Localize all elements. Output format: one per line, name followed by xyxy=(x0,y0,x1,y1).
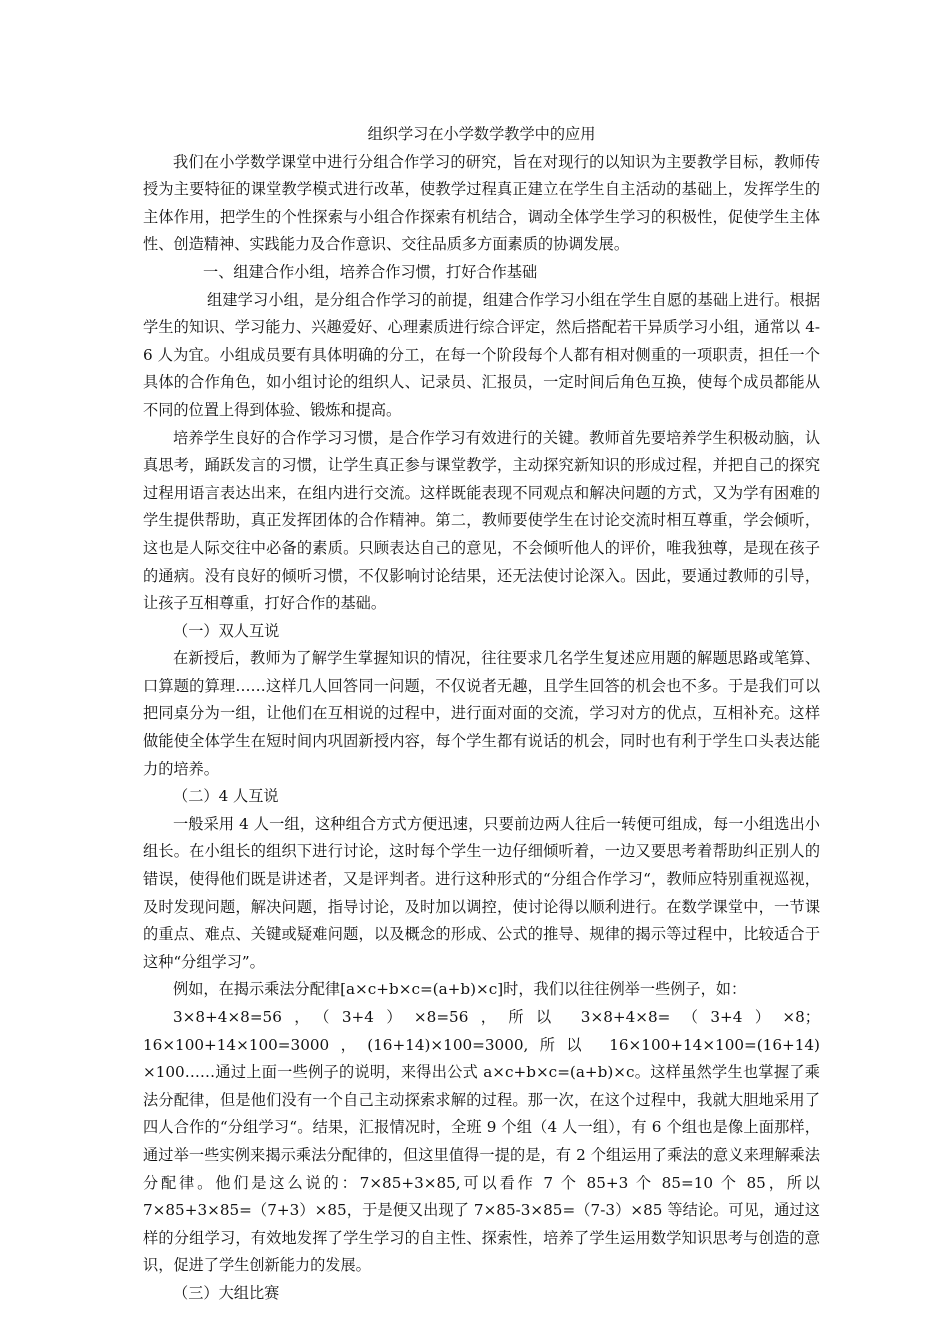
example-detail-paragraph: 3×8+4×8=56，（3+4）×8=56，所以 3×8+4×8=（3+4）×8；16×100+14×100=3000，(16+14)×100=3000,所以 16×100+14×100=(16+14) ×100……通过上面一些例子的说明，来得出公式 a×c+b×c=(a+b)×c。这样虽然学生也掌握了乘法分配律，但是他们没有一个自己主动探索求解的过程。那一次，在这个过程中，我就大胆地采用了四人合作的“分组学习“。结果，汇报情况时，全班 9 个组（4 人一组），有 6 个组也是像上面那样，通过举一些实例来揭示乘法分配律的，但这里值得一提的是，有 2 个组运用了乘法的意义来理解乘法分配律。他们是这么说的：7×85+3×85,可以看作 7 个 85+3 个 85=10 个 85，所以 7×85+3×85=（7+3）×85，于是便又出现了 7×85-3×85=（7-3）×85 等结论。可见，通过这样的分组学习，有效地发挥了学生学习的自主性、探索性，培养了学生运用数学知识思考与创造的意识，促进了学生创新能力的发展。 xyxy=(143,1008,820,1275)
habits-paragraph: 培养学生良好的合作学习习惯，是合作学习有效进行的关键。教师首先要培养学生积极动脑，认真思考，踊跃发言的习惯，让学生真正参与课堂教学，主动探究新知识的形成过程，并把自己的探究过程用语言表达出来，在组内进行交流。这样既能表现不同观点和解决问题的方式，又为学有困难的学生提供帮助，真正发挥团体的合作精神。第二，教师要使学生在讨论交流时相互尊重，学会倾听，这也是人际交往中必备的素质。只顾表达自己的意见，不会倾听他人的评价，唯我独尊，是现在孩子的通病。没有良好的倾听习惯，不仅影响讨论结果，还无法使讨论深入。因此，要通过教师的引导，让孩子互相尊重，打好合作的基础。 xyxy=(143,428,820,613)
subheading-pair-talk: （一）双人互说 xyxy=(173,621,280,640)
subheading-four-person-talk: （二）4 人互说 xyxy=(173,787,279,806)
pair-talk-paragraph: 在新授后，教师为了解学生掌握知识的情况，往往要求几名学生复述应用题的解题思路或笔算、口算题的算理……这样几人回答同一问题，不仅说者无趣，且学生回答的机会也不多。于是我们可以把同桌分为一组，让他们在互相说的过程中，进行面对面的交流，学习对方的优点，互相补充。这样做能使全体学生在短时间内巩固新授内容，每个学生都有说话的机会，同时也有利于学生口头表达能力的培养。 xyxy=(143,649,820,778)
document-page xyxy=(143,121,820,1308)
intro-paragraph: 我们在小学数学课堂中进行分组合作学习的研究，旨在对现行的以知识为主要教学目标，教师传授为主要特征的课堂教学模式进行改革，使教学过程真正建立在学生自主活动的基础上，发挥学生的主体作用，把学生的个性探索与小组合作探索有机结合，调动全体学生学习的积极性，促使学生主体性、创造精神、实践能力及合作意识、交往品质多方面素质的协调发展。 xyxy=(143,152,820,254)
document-title: 组织学习在小学数学教学中的应用 xyxy=(367,125,596,143)
section-heading-1: 一、组建合作小组，培养合作习惯，打好合作基础 xyxy=(203,262,538,281)
example-intro-paragraph: 例如，在揭示乘法分配律[a×c+b×c=(a+b)×c]时，我们以往往例举一些例子，如： xyxy=(173,980,747,999)
subheading-group-competition: （三）大组比赛 xyxy=(173,1283,280,1302)
group-formation-paragraph: 组建学习小组，是分组合作学习的前提，组建合作学习小组在学生自愿的基础上进行。根据学生的知识、学习能力、兴趣爱好、心理素质进行综合评定，然后搭配若干异质学习小组，通常以 4-6 人为宜。小组成员要有具体明确的分工，在每一个阶段每个人都有相对侧重的一项职责，担任一个具体的合作角色，如小组讨论的组织人、记录员、汇报员，一定时间后角色互换，使每个成员都能从不同的位置上得到体验、锻炼和提高。 xyxy=(143,290,820,419)
four-person-talk-paragraph: 一般采用 4 人一组，这种组合方式方便迅速，只要前边两人往后一转便可组成，每一小组选出小组长。在小组长的组织下进行讨论，这时每个学生一边仔细倾听着，一边又要思考着帮助纠正别人的错误，使得他们既是讲述者，又是评判者。进行这种形式的“分组合作学习“，教师应特别重视巡视，及时发现问题，解决问题，指导讨论，及时加以调控，使讨论得以顺利进行。在数学课堂中，一节课的重点、难点、关键或疑难问题，以及概念的形成、公式的推导、规律的揭示等过程中，比较适合于这种“分组学习”。 xyxy=(143,814,820,971)
